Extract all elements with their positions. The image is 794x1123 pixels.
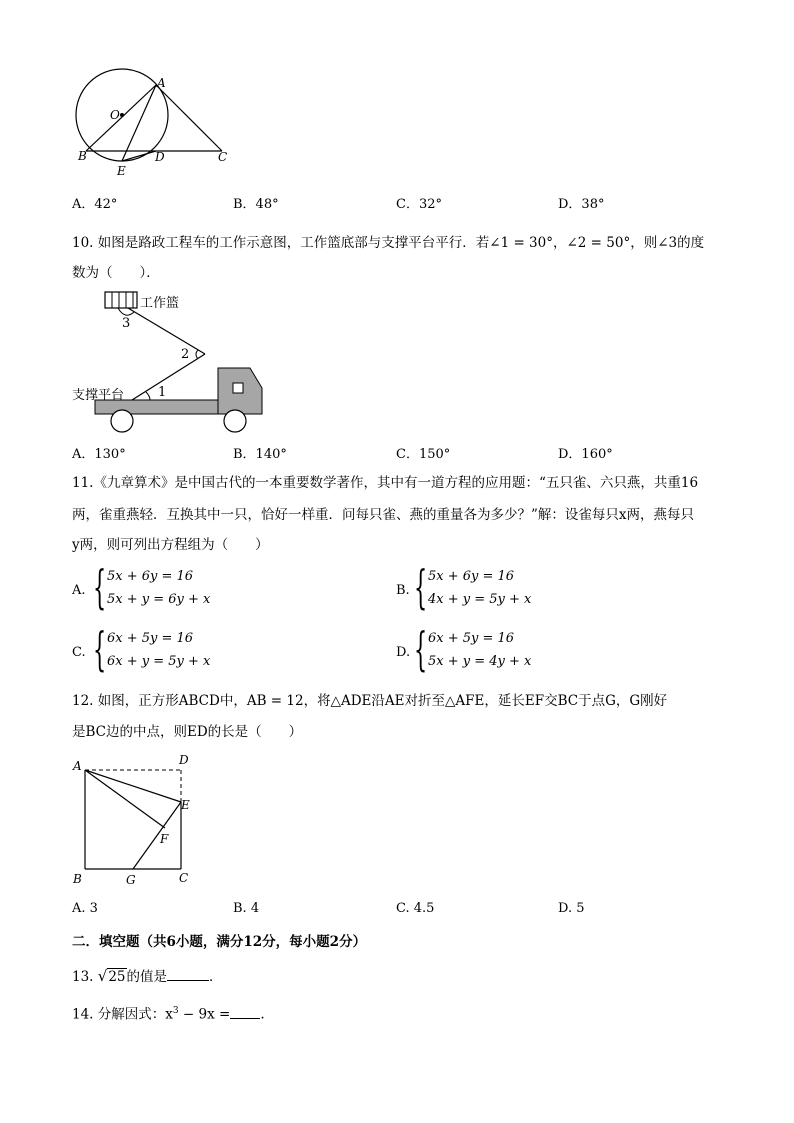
segment-af — [85, 770, 165, 828]
q11-stem-line2: 两，雀重燕轻．互换其中一只，恰好一样重．问每只雀、燕的重量各为多少？”解：设雀每只x两，燕每只 — [72, 507, 695, 523]
q11-option-d-label: D. — [396, 645, 411, 660]
equation-2: 5x + y = 6y + x — [107, 592, 211, 607]
q10-label-basket: 工作篮 — [140, 296, 180, 311]
brace: { — [414, 560, 428, 614]
q10-stem-line2: 数为（ ）． — [72, 265, 160, 281]
q10-label-platform: 支撑平台 — [72, 388, 125, 403]
q9-label-d: D — [155, 150, 165, 164]
q13-radicand: 25 — [108, 969, 126, 985]
q14-stem — [72, 1001, 265, 1025]
q11-option-c-label: C. — [72, 645, 86, 660]
segment-eg — [133, 802, 181, 869]
q9-label-c: C — [218, 150, 228, 164]
q9-label-o: O — [110, 108, 120, 122]
q13-suffix: 的值是 — [126, 969, 168, 985]
brace: { — [93, 622, 107, 676]
q13-number: 13. — [72, 969, 94, 985]
q11-option-b-label: B. — [396, 583, 410, 598]
q9-option-b: B．48° — [233, 197, 279, 212]
q12-label-c: C — [179, 871, 189, 885]
lower-arm — [132, 354, 205, 400]
q12-square-figure — [80, 765, 190, 875]
q12-label-f: F — [160, 832, 169, 846]
q10-label-3: 3 — [122, 316, 131, 331]
q10-stem-line1: 10. 如图是路政工程车的工作示意图，工作篮底部与支撑平台平行．若∠1 = 30°，∠2 = 50°，则∠3的度 — [72, 235, 705, 251]
brace: { — [93, 560, 107, 614]
q14-exponent: 3 — [172, 1006, 179, 1016]
q11-stem-line1: 11.《九章算术》是中国古代的一本重要数学著作，其中有一道方程的应用题：“五只雀、六只燕，共重16 — [72, 475, 699, 491]
equation-1: 6x + 5y = 16 — [107, 631, 194, 646]
q14-answer-blank[interactable] — [230, 1006, 260, 1019]
q10-label-1: 1 — [158, 385, 167, 400]
q12-label-d: D — [179, 753, 189, 767]
q9-label-e: E — [117, 164, 126, 178]
q14-prefix: 14. 分解因式：x — [72, 1006, 173, 1023]
q11-option-a-system — [93, 560, 233, 614]
q9-option-d: D．38° — [558, 197, 605, 212]
q9-label-a: A — [157, 76, 166, 90]
q10-option-d: D．160° — [558, 447, 613, 462]
q12-option-a: A. 3 — [72, 901, 98, 916]
cab-window — [233, 383, 243, 393]
equation-2: 5x + y = 4y + x — [428, 654, 532, 669]
q12-label-a: A — [73, 759, 82, 773]
segment-ae — [85, 770, 181, 802]
q10-label-2: 2 — [181, 347, 190, 362]
q9-option-c: C．32° — [396, 197, 442, 212]
q11-stem-line3: y两，则可列出方程组为（ ） — [72, 537, 269, 553]
q14-mid: − 9x = — [178, 1006, 231, 1023]
equation-2: 6x + y = 5y + x — [107, 654, 211, 669]
q9-label-b: B — [78, 149, 87, 163]
equation-1: 6x + 5y = 16 — [428, 631, 515, 646]
q11-option-c-system — [93, 622, 233, 676]
equation-2: 4x + y = 5y + x — [428, 592, 532, 607]
q10-option-a: A．130° — [72, 447, 126, 462]
basket — [105, 292, 137, 308]
front-wheel — [224, 410, 246, 432]
equation-1: 5x + 6y = 16 — [107, 569, 194, 584]
q13-answer-blank[interactable] — [167, 968, 209, 981]
q12-option-b: B. 4 — [233, 901, 260, 916]
q14-end: . — [260, 1006, 265, 1023]
q12-label-b: B — [73, 872, 82, 886]
equation-1: 5x + 6y = 16 — [428, 569, 515, 584]
segment-ac — [156, 85, 222, 151]
q13-end: ． — [209, 969, 223, 985]
segment-ab — [86, 85, 156, 151]
q11-option-a-label: A. — [72, 583, 86, 598]
q12-label-g: G — [126, 873, 136, 887]
sqrt-icon: √ — [97, 967, 108, 985]
q12-stem-line2: 是BC边的中点，则ED的长是（ ） — [72, 724, 303, 740]
q12-option-d: D. 5 — [558, 901, 585, 916]
q13-stem — [72, 966, 223, 987]
q12-stem-line1: 12. 如图，正方形ABCD中，AB = 12，将△ADE沿AE对折至△AFE，延长EF交BC于点G，G刚好 — [72, 693, 668, 709]
rear-wheel — [111, 410, 133, 432]
q10-option-c: C．150° — [396, 447, 451, 462]
q11-option-d-system — [414, 622, 554, 676]
brace: { — [414, 622, 428, 676]
q9-option-a: A．42° — [72, 197, 118, 212]
q12-option-c: C. 4.5 — [396, 901, 435, 916]
segment-ae — [122, 85, 156, 161]
q11-option-b-system — [414, 560, 554, 614]
segment-ed — [122, 151, 156, 161]
section-heading-fill-in: 二．填空题（共6小题，满分12分，每小题2分） — [72, 934, 367, 950]
upper-arm — [128, 308, 205, 354]
q12-label-e: E — [181, 798, 190, 812]
q10-option-b: B．140° — [233, 447, 287, 462]
center-point — [120, 113, 124, 117]
